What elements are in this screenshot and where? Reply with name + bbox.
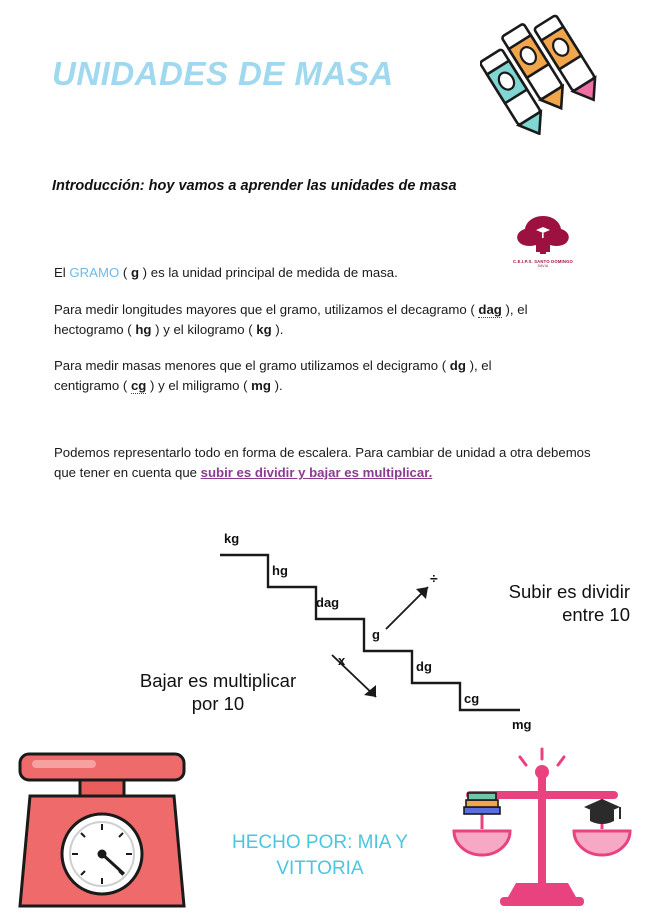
- annotation-bajar-line1: Bajar es multiplicar: [139, 670, 297, 691]
- para4-text: Podemos representarlo todo en forma de escalera. Para cambiar de unidad a otra debemos que tener en cuenta que: [54, 445, 591, 481]
- multiply-symbol: x: [338, 653, 346, 668]
- annotation-bajar-line2: por 10: [191, 693, 245, 715]
- kitchen-scale-icon: [14, 748, 190, 916]
- stair-label-g: g: [372, 627, 380, 642]
- para2-unit-hg: hg: [135, 322, 152, 338]
- para1-paren-open: (: [119, 265, 131, 280]
- para1-unit-g: g: [130, 265, 140, 280]
- annotation-subir-line2: entre 10: [562, 604, 630, 626]
- para3-t2: ), el centigramo (: [54, 358, 492, 394]
- para2-t1: Para medir longitudes mayores que el gramo, utilizamos el decagramo (: [54, 302, 479, 317]
- intro-heading: Introducción: hoy vamos a aprender las unidades de masa: [52, 178, 457, 194]
- para2-t2: ), el hectogramo (: [54, 302, 528, 338]
- annotation-subir: [448, 580, 630, 626]
- para3-t3: ) y el miligramo (: [146, 378, 252, 394]
- stair-label-hg: hg: [272, 563, 288, 578]
- paragraph-escalera: [54, 443, 594, 484]
- page-title: UNIDADES DE MASA: [52, 55, 394, 92]
- para3-unit-dg: dg: [449, 358, 466, 373]
- paragraph-gramo: [54, 263, 554, 283]
- para1-after: es la unidad principal de medida de masa.: [147, 265, 398, 280]
- paragraph-mayores: [54, 300, 554, 341]
- para1-paren-close: ): [139, 265, 148, 280]
- para1-keyword: GRAMO: [69, 265, 120, 280]
- para2-unit-dag: dag: [478, 302, 502, 317]
- school-logo-emblem: [506, 214, 580, 258]
- school-logo-name: C.E.I.P.S. SANTO DOMINGO: [512, 259, 574, 264]
- stair-label-dag: dag: [316, 595, 340, 610]
- annotation-subir-line1: Subir es dividir: [508, 581, 630, 602]
- para2-unit-kg: kg: [256, 322, 272, 338]
- para1-before: El: [54, 265, 70, 280]
- school-logo-subtitle: SAVIA: [537, 264, 549, 268]
- annotation-bajar: [108, 669, 328, 715]
- stair-label-kg: kg: [224, 531, 240, 546]
- stair-label-dg: dg: [416, 659, 432, 674]
- para3-t1: Para medir masas menores que el gramo utilizamos el decigramo (: [54, 358, 450, 373]
- crayons-icon: [480, 10, 630, 135]
- para2-t3: ) y el kilogramo (: [151, 322, 257, 338]
- para2-t4: ).: [271, 322, 284, 338]
- para3-unit-mg: mg: [251, 378, 271, 394]
- para3-unit-cg: cg: [130, 378, 147, 394]
- balance-scale-icon: [452, 745, 632, 915]
- stair-label-cg: cg: [464, 691, 480, 706]
- credit-text: HECHO POR: MIA Y VITTORIA: [232, 832, 408, 879]
- para3-t4: ).: [270, 378, 283, 394]
- paragraph-menores: [54, 356, 554, 397]
- rule-link[interactable]: subir es dividir y bajar es multiplicar.: [200, 465, 433, 481]
- stair-label-mg: mg: [512, 717, 532, 732]
- divide-symbol: ÷: [430, 570, 438, 586]
